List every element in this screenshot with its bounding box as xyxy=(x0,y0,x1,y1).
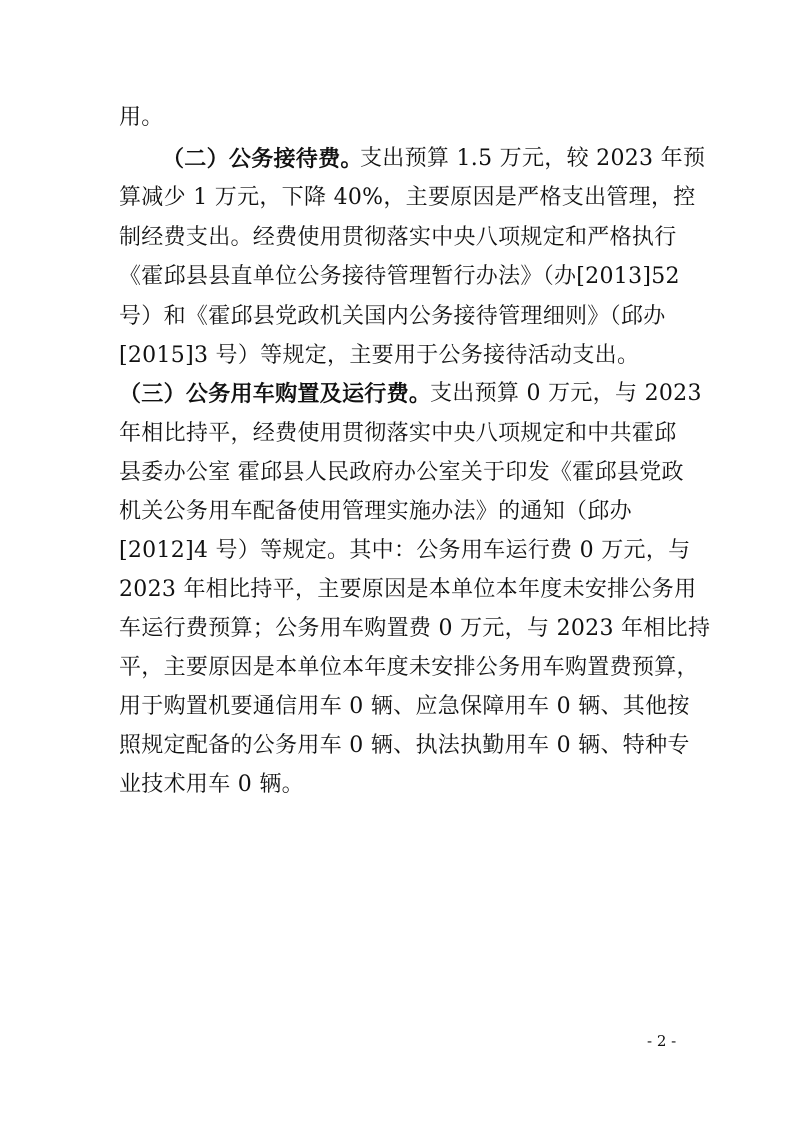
line-text: 《霍邱县县直单位公务接待管理暂行办法》（办[2013]52 xyxy=(119,264,680,289)
line-text: 县委办公室 霍邱县人民政府办公室关于印发《霍邱县党政 xyxy=(119,460,684,485)
line-text: 支出预算 0 万元，与 2023 xyxy=(430,381,702,406)
section-heading-vehicles: （三）公务用车购置及运行费。 xyxy=(119,381,432,407)
line-text: 机关公务用车配备使用管理实施办法》的通知（邱办 xyxy=(119,499,632,524)
line-text: 用。 xyxy=(119,105,164,130)
line-text: 用于购置机要通信用车 0 辆、应急保障用车 0 辆、其他按 xyxy=(119,694,690,719)
line-text: 2023 年相比持平，主要原因是本单位本年度未安排公务用 xyxy=(119,577,697,602)
line-text: 车运行费预算；公务用车购置费 0 万元，与 2023 年相比持 xyxy=(119,616,711,641)
line-text: 照规定配备的公务用车 0 辆、执法执勤用车 0 辆、特种专 xyxy=(119,733,690,758)
line-text: 制经费支出。经费使用贯彻落实中央八项规定和严格执行 xyxy=(119,225,677,250)
line-text: 算减少 1 万元，下降 40%，主要原因是严格支出管理，控 xyxy=(119,185,696,210)
line-text: [2012]4 号）等规定。其中：公务用车运行费 0 万元，与 xyxy=(119,538,691,563)
line-text: 年相比持平，经费使用贯彻落实中央八项规定和中共霍邱 xyxy=(119,421,677,446)
line-text: 平，主要原因是本单位本年度未安排公务用车购置费预算， xyxy=(119,655,699,680)
line-text: [2015]3 号）等规定，主要用于公务接待活动支出。 xyxy=(119,343,640,368)
line-text: 号）和《霍邱县党政机关国内公务接待管理细则》（邱办 xyxy=(119,304,666,329)
section-heading-reception: （二）公务接待费。 xyxy=(162,146,363,172)
line-text: 支出预算 1.5 万元，较 2023 年预 xyxy=(360,146,706,171)
line-text: 业技术用车 0 辆。 xyxy=(119,772,304,797)
page-number: - 2 - xyxy=(647,1032,677,1050)
